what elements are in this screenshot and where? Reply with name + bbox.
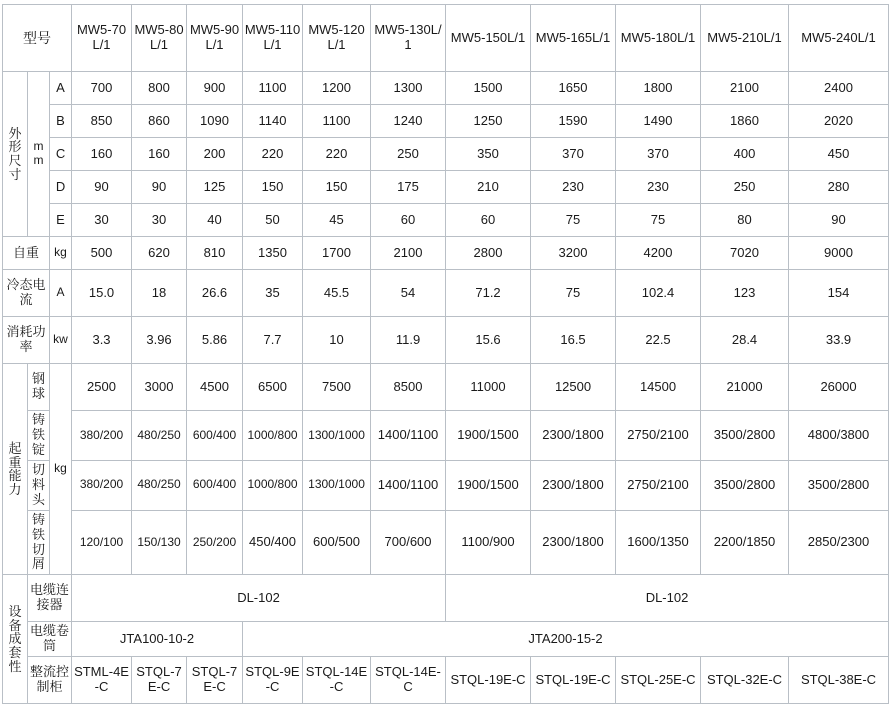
cell-chips-2: 150/130 <box>132 510 187 575</box>
cell-power-2: 3.96 <box>132 317 187 364</box>
cell-b-11: 2020 <box>789 105 889 138</box>
group-unit-capacity: kg <box>50 364 72 575</box>
cell-c-1: 160 <box>72 138 132 171</box>
cell-c-8: 370 <box>531 138 616 171</box>
cell-a-9: 1800 <box>616 72 701 105</box>
header-model-4: MW5-110L/1 <box>243 5 303 72</box>
cell-current-3: 26.6 <box>187 270 243 317</box>
cell-ingot-10: 3500/2800 <box>701 411 789 461</box>
cell-chips-1: 120/100 <box>72 510 132 575</box>
cell-chips-4: 450/400 <box>243 510 303 575</box>
cell-rectifier-2: STQL-7E-C <box>132 657 187 704</box>
cell-current-7: 71.2 <box>446 270 531 317</box>
cell-d-1: 90 <box>72 171 132 204</box>
cell-ingot-8: 2300/1800 <box>531 411 616 461</box>
cell-reel-group-2: JTA200-15-2 <box>243 622 889 657</box>
cell-chips-3: 250/200 <box>187 510 243 575</box>
cell-power-7: 15.6 <box>446 317 531 364</box>
header-model-5: MW5-120L/1 <box>303 5 371 72</box>
table-row <box>3 460 889 510</box>
cell-ball-5: 7500 <box>303 364 371 411</box>
row-label-cable-reel: 电缆卷筒 <box>28 622 72 657</box>
row-unit-self-weight: kg <box>50 237 72 270</box>
cell-b-1: 850 <box>72 105 132 138</box>
cell-current-4: 35 <box>243 270 303 317</box>
cell-weight-1: 500 <box>72 237 132 270</box>
table-row <box>3 105 889 138</box>
cell-e-8: 75 <box>531 204 616 237</box>
cell-d-11: 280 <box>789 171 889 204</box>
cell-ingot-6: 1400/1100 <box>371 411 446 461</box>
cell-chips-8: 2300/1800 <box>531 510 616 575</box>
row-unit-power: kw <box>50 317 72 364</box>
cell-rectifier-1: STML-4E-C <box>72 657 132 704</box>
cell-rectifier-3: STQL-7E-C <box>187 657 243 704</box>
cell-a-1: 700 <box>72 72 132 105</box>
cell-current-8: 75 <box>531 270 616 317</box>
cell-a-8: 1650 <box>531 72 616 105</box>
cell-weight-10: 7020 <box>701 237 789 270</box>
cell-e-1: 30 <box>72 204 132 237</box>
cell-power-1: 3.3 <box>72 317 132 364</box>
cell-d-6: 175 <box>371 171 446 204</box>
row-label-power: 消耗功率 <box>3 317 50 364</box>
cell-ingot-5: 1300/1000 <box>303 411 371 461</box>
group-label-dimensions: 外形尺寸 <box>3 72 28 237</box>
cell-power-5: 10 <box>303 317 371 364</box>
row-label-d: D <box>50 171 72 204</box>
cell-a-4: 1100 <box>243 72 303 105</box>
cell-c-11: 450 <box>789 138 889 171</box>
cell-e-2: 30 <box>132 204 187 237</box>
row-unit-cold-current: A <box>50 270 72 317</box>
cell-c-7: 350 <box>446 138 531 171</box>
cell-cuthead-7: 1900/1500 <box>446 460 531 510</box>
cell-b-8: 1590 <box>531 105 616 138</box>
cell-c-9: 370 <box>616 138 701 171</box>
cell-rectifier-11: STQL-38E-C <box>789 657 889 704</box>
cell-rectifier-9: STQL-25E-C <box>616 657 701 704</box>
cell-current-6: 54 <box>371 270 446 317</box>
cell-current-1: 15.0 <box>72 270 132 317</box>
row-label-c: C <box>50 138 72 171</box>
cell-d-9: 230 <box>616 171 701 204</box>
cell-chips-6: 700/600 <box>371 510 446 575</box>
cell-c-6: 250 <box>371 138 446 171</box>
group-unit-dimensions: mm <box>28 72 50 237</box>
cell-ball-1: 2500 <box>72 364 132 411</box>
cell-connector-group-1: DL-102 <box>72 575 446 622</box>
table-row <box>3 270 889 317</box>
table-row <box>3 411 889 461</box>
specification-table <box>2 4 889 704</box>
table-row <box>3 575 889 622</box>
cell-b-2: 860 <box>132 105 187 138</box>
cell-weight-11: 9000 <box>789 237 889 270</box>
table-row <box>3 204 889 237</box>
row-label-cast-iron-ingot: 铸铁锭 <box>28 411 50 461</box>
cell-d-4: 150 <box>243 171 303 204</box>
row-label-cut-head: 切料头 <box>28 460 50 510</box>
cell-weight-7: 2800 <box>446 237 531 270</box>
cell-power-9: 22.5 <box>616 317 701 364</box>
table-row <box>3 171 889 204</box>
cell-rectifier-6: STQL-14E-C <box>371 657 446 704</box>
row-label-iron-chips: 铸铁切屑 <box>28 510 50 575</box>
cell-power-8: 16.5 <box>531 317 616 364</box>
cell-d-10: 250 <box>701 171 789 204</box>
table-header-row <box>3 5 889 72</box>
cell-d-3: 125 <box>187 171 243 204</box>
header-model-1: MW5-70L/1 <box>72 5 132 72</box>
cell-e-3: 40 <box>187 204 243 237</box>
cell-power-3: 5.86 <box>187 317 243 364</box>
header-model-10: MW5-210L/1 <box>701 5 789 72</box>
cell-a-10: 2100 <box>701 72 789 105</box>
cell-weight-3: 810 <box>187 237 243 270</box>
cell-chips-10: 2200/1850 <box>701 510 789 575</box>
cell-cuthead-5: 1300/1000 <box>303 460 371 510</box>
cell-e-4: 50 <box>243 204 303 237</box>
header-model-9: MW5-180L/1 <box>616 5 701 72</box>
cell-d-2: 90 <box>132 171 187 204</box>
cell-current-5: 45.5 <box>303 270 371 317</box>
table-row <box>3 317 889 364</box>
cell-weight-8: 3200 <box>531 237 616 270</box>
cell-b-9: 1490 <box>616 105 701 138</box>
cell-cuthead-1: 380/200 <box>72 460 132 510</box>
cell-cuthead-8: 2300/1800 <box>531 460 616 510</box>
cell-a-11: 2400 <box>789 72 889 105</box>
cell-a-6: 1300 <box>371 72 446 105</box>
cell-b-4: 1140 <box>243 105 303 138</box>
cell-e-6: 60 <box>371 204 446 237</box>
cell-current-2: 18 <box>132 270 187 317</box>
table-row <box>3 72 889 105</box>
cell-cuthead-3: 600/400 <box>187 460 243 510</box>
cell-cuthead-6: 1400/1100 <box>371 460 446 510</box>
cell-reel-group-1: JTA100-10-2 <box>72 622 243 657</box>
cell-ingot-11: 4800/3800 <box>789 411 889 461</box>
cell-d-5: 150 <box>303 171 371 204</box>
cell-cuthead-11: 3500/2800 <box>789 460 889 510</box>
cell-chips-7: 1100/900 <box>446 510 531 575</box>
row-label-e: E <box>50 204 72 237</box>
cell-power-6: 11.9 <box>371 317 446 364</box>
cell-e-11: 90 <box>789 204 889 237</box>
cell-b-10: 1860 <box>701 105 789 138</box>
header-model-3: MW5-90L/1 <box>187 5 243 72</box>
cell-d-8: 230 <box>531 171 616 204</box>
cell-a-2: 800 <box>132 72 187 105</box>
row-label-self-weight: 自重 <box>3 237 50 270</box>
table-row <box>3 138 889 171</box>
cell-current-9: 102.4 <box>616 270 701 317</box>
cell-b-5: 1100 <box>303 105 371 138</box>
row-label-steel-ball: 钢球 <box>28 364 50 411</box>
cell-a-3: 900 <box>187 72 243 105</box>
cell-cuthead-4: 1000/800 <box>243 460 303 510</box>
table-row <box>3 237 889 270</box>
cell-ingot-4: 1000/800 <box>243 411 303 461</box>
cell-ball-11: 26000 <box>789 364 889 411</box>
header-model-6: MW5-130L/1 <box>371 5 446 72</box>
cell-ball-3: 4500 <box>187 364 243 411</box>
table-row <box>3 657 889 704</box>
cell-weight-9: 4200 <box>616 237 701 270</box>
cell-ingot-7: 1900/1500 <box>446 411 531 461</box>
cell-ball-6: 8500 <box>371 364 446 411</box>
row-label-cold-current: 冷态电流 <box>3 270 50 317</box>
cell-c-10: 400 <box>701 138 789 171</box>
cell-chips-11: 2850/2300 <box>789 510 889 575</box>
cell-power-11: 33.9 <box>789 317 889 364</box>
cell-c-5: 220 <box>303 138 371 171</box>
header-model-label: 型号 <box>3 5 72 72</box>
cell-rectifier-7: STQL-19E-C <box>446 657 531 704</box>
cell-ball-7: 11000 <box>446 364 531 411</box>
cell-b-7: 1250 <box>446 105 531 138</box>
cell-ingot-9: 2750/2100 <box>616 411 701 461</box>
cell-e-7: 60 <box>446 204 531 237</box>
header-model-11: MW5-240L/1 <box>789 5 889 72</box>
cell-c-4: 220 <box>243 138 303 171</box>
table-row <box>3 510 889 575</box>
cell-d-7: 210 <box>446 171 531 204</box>
header-model-2: MW5-80L/1 <box>132 5 187 72</box>
group-label-equipment: 设备成套性 <box>3 575 28 704</box>
cell-weight-6: 2100 <box>371 237 446 270</box>
row-label-b: B <box>50 105 72 138</box>
cell-chips-9: 1600/1350 <box>616 510 701 575</box>
cell-cuthead-9: 2750/2100 <box>616 460 701 510</box>
table-row <box>3 622 889 657</box>
cell-b-3: 1090 <box>187 105 243 138</box>
cell-current-10: 123 <box>701 270 789 317</box>
cell-a-5: 1200 <box>303 72 371 105</box>
cell-b-6: 1240 <box>371 105 446 138</box>
cell-power-10: 28.4 <box>701 317 789 364</box>
cell-rectifier-10: STQL-32E-C <box>701 657 789 704</box>
cell-ball-4: 6500 <box>243 364 303 411</box>
cell-e-10: 80 <box>701 204 789 237</box>
group-label-capacity: 起重能力 <box>3 364 28 575</box>
cell-cuthead-2: 480/250 <box>132 460 187 510</box>
cell-rectifier-4: STQL-9E-C <box>243 657 303 704</box>
cell-ingot-3: 600/400 <box>187 411 243 461</box>
cell-e-5: 45 <box>303 204 371 237</box>
cell-e-9: 75 <box>616 204 701 237</box>
cell-ball-10: 21000 <box>701 364 789 411</box>
table-row <box>3 364 889 411</box>
cell-rectifier-5: STQL-14E-C <box>303 657 371 704</box>
cell-rectifier-8: STQL-19E-C <box>531 657 616 704</box>
cell-ball-2: 3000 <box>132 364 187 411</box>
row-label-cable-connector: 电缆连接器 <box>28 575 72 622</box>
cell-ingot-1: 380/200 <box>72 411 132 461</box>
cell-a-7: 1500 <box>446 72 531 105</box>
cell-power-4: 7.7 <box>243 317 303 364</box>
cell-ingot-2: 480/250 <box>132 411 187 461</box>
cell-weight-5: 1700 <box>303 237 371 270</box>
row-label-a: A <box>50 72 72 105</box>
cell-connector-group-2: DL-102 <box>446 575 889 622</box>
cell-cuthead-10: 3500/2800 <box>701 460 789 510</box>
cell-ball-9: 14500 <box>616 364 701 411</box>
cell-c-2: 160 <box>132 138 187 171</box>
cell-chips-5: 600/500 <box>303 510 371 575</box>
cell-weight-2: 620 <box>132 237 187 270</box>
cell-weight-4: 1350 <box>243 237 303 270</box>
cell-ball-8: 12500 <box>531 364 616 411</box>
header-model-8: MW5-165L/1 <box>531 5 616 72</box>
cell-current-11: 154 <box>789 270 889 317</box>
cell-c-3: 200 <box>187 138 243 171</box>
header-model-7: MW5-150L/1 <box>446 5 531 72</box>
row-label-rectifier-cabinet: 整流控制柜 <box>28 657 72 704</box>
